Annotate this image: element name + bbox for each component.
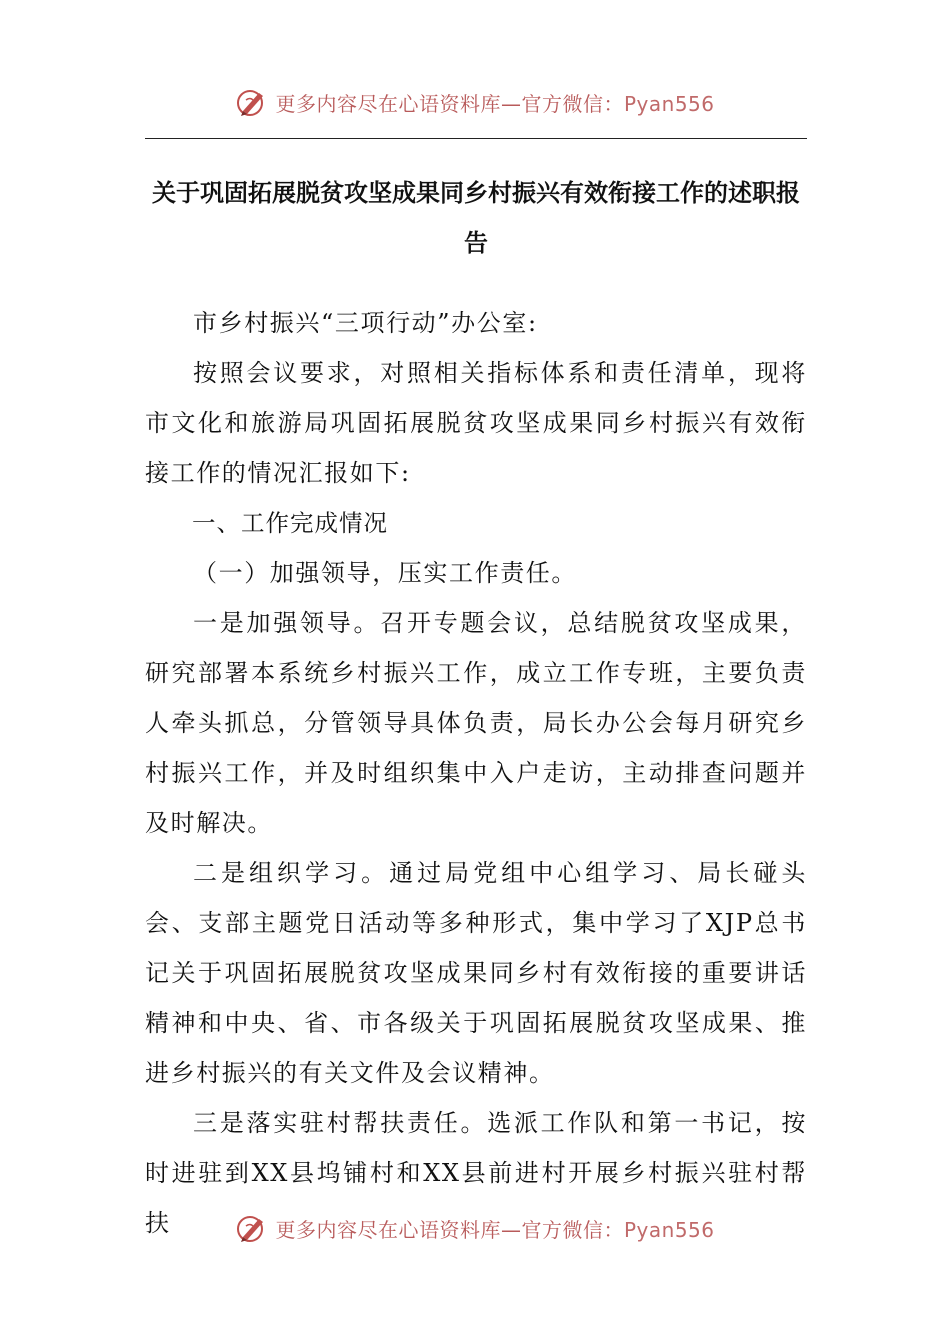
intro-paragraph: 按照会议要求，对照相关指标体系和责任清单，现将市文化和旅游局巩固拓展脱贫攻坚成果同乡村振兴有效衔接工作的情况汇报如下: xyxy=(145,359,807,487)
salutation: 市乡村振兴“三项行动”办公室: xyxy=(193,309,538,337)
section-heading: 一、工作完成情况 xyxy=(192,509,388,537)
body-paragraph: 三是落实驻村帮扶责任。选派工作队和第一书记，按时进驻到XX县坞铺村和XX县前进村开展乡村振兴驻村帮扶 xyxy=(145,1109,807,1237)
header-divider xyxy=(145,138,807,139)
subsection-heading: （一）加强领导，压实工作责任。 xyxy=(193,559,577,587)
footer-watermark xyxy=(0,1208,950,1248)
watermark-text: 更多内容尽在心语资料库—官方微信：Pyan556 xyxy=(275,1217,715,1242)
document-body xyxy=(145,298,807,1248)
header-watermark xyxy=(0,82,950,122)
document-title: 关于巩固拓展脱贫攻坚成果同乡村振兴有效衔接工作的述职报告 xyxy=(152,179,800,257)
body-paragraph: 二是组织学习。通过局党组中心组学习、局长碰头会、支部主题党日活动等多种形式，集中学习了XJP总书记关于巩固拓展脱贫攻坚成果同乡村有效衔接的重要讲话精神和中央、省、市各级关于巩固拓展脱贫攻坚成果、推进乡村振兴的有关文件及会议精神。 xyxy=(145,859,807,1087)
body-paragraph: 一是加强领导。召开专题会议，总结脱贫攻坚成果，研究部署本系统乡村振兴工作，成立工作专班，主要负责人牵头抓总，分管领导具体负责，局长办公会每月研究乡村振兴工作，并及时组织集中入户走访，主动排查问题并及时解决。 xyxy=(145,609,807,837)
pen-logo-icon xyxy=(235,85,269,119)
watermark-text: 更多内容尽在心语资料库—官方微信：Pyan556 xyxy=(275,91,715,116)
pen-logo-icon xyxy=(235,1211,269,1245)
